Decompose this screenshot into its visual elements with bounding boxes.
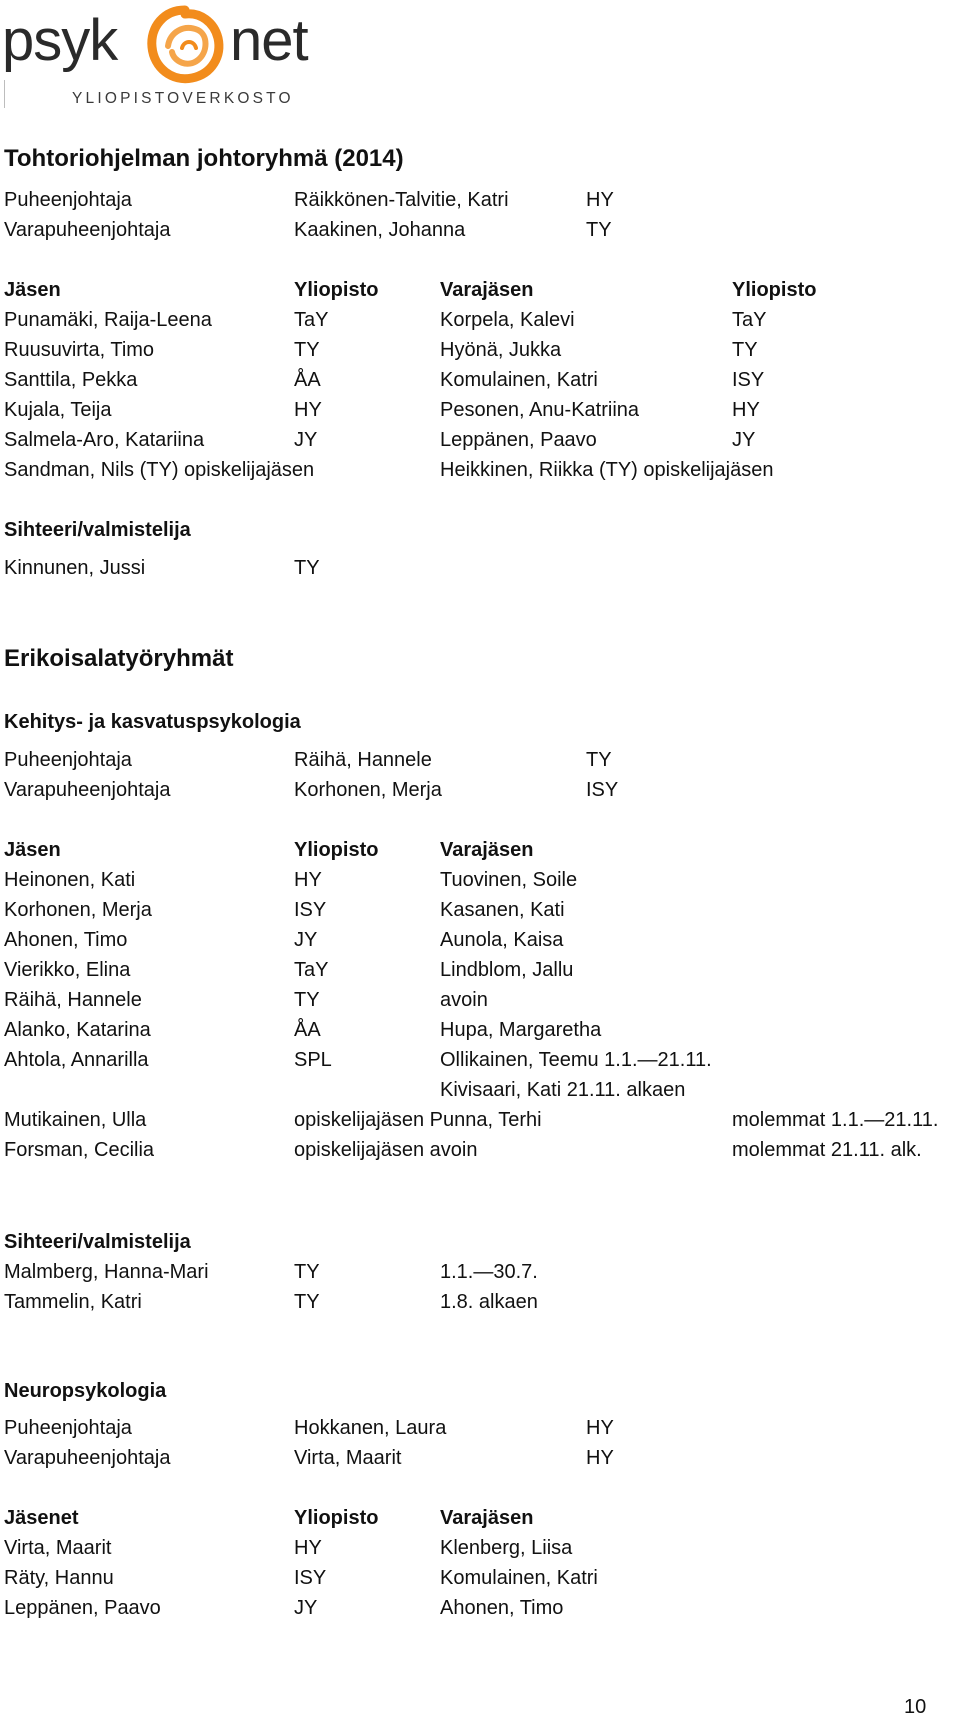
member-name: Forsman, Cecilia [4,1139,155,1161]
col-header-university: Yliopisto [294,1507,379,1529]
member-university: JY [294,429,318,451]
member-name: Salmela-Aro, Katariina [4,429,205,451]
member-name: Kujala, Teija [4,399,112,421]
vice-chair-name: Kaakinen, Johanna [294,219,466,241]
deputy-name: Kasanen, Kati [440,899,565,921]
member-name: Vierikko, Elina [4,959,131,981]
deputy-university: JY [732,429,756,451]
chair-name: Räihä, Hannele [294,749,432,771]
vice-chair-label: Varapuheenjohtaja [4,779,171,801]
member-name: Räihä, Hannele [4,989,142,1011]
deputy-name: Korpela, Kalevi [440,309,575,331]
deputy-university: TY [732,339,758,361]
vice-chair-university: TY [586,219,612,241]
section-title-doctoral-board: Tohtoriohjelman johtoryhmä (2014) [4,145,404,172]
secretary-university: TY [294,1291,320,1313]
subsection-title-neuropsychology: Neuropsykologia [4,1380,167,1402]
col-header-deputy: Varajäsen [440,279,534,301]
deputy-name: avoin [440,989,488,1011]
col-header-university: Yliopisto [294,839,379,861]
col-header-member: Jäsenet [4,1507,79,1529]
col-header-member: Jäsen [4,279,61,301]
deputy-name: Leppänen, Paavo [440,429,597,451]
member-name: Ahonen, Timo [4,929,128,951]
member-university: SPL [294,1049,332,1071]
deputy-name-continued: Kivisaari, Kati 21.11. alkaen [440,1079,686,1101]
member-university: JY [294,929,318,951]
secretary-name: Kinnunen, Jussi [4,557,146,579]
chair-university: HY [586,1417,614,1439]
member-university: HY [294,869,322,891]
member-university: TaY [294,959,329,981]
member-name: Mutikainen, Ulla [4,1109,147,1131]
page-number: 10 [904,1696,927,1718]
member-university: ÅA [294,1019,321,1041]
chair-university: HY [586,189,614,211]
member-university: TY [294,989,320,1011]
logo-text-psyk: psyk [2,8,118,73]
member-name: Alanko, Katarina [4,1019,151,1041]
chair-label: Puheenjohtaja [4,749,132,771]
deputy-university: ISY [732,369,765,391]
secretary-heading: Sihteeri/valmistelija [4,1231,191,1253]
student-deputy: Heikkinen, Riikka (TY) opiskelijajäsen [440,459,774,481]
col-header-member: Jäsen [4,839,61,861]
logo-swirl-icon [142,2,228,88]
note: molemmat 1.1.—21.11. [732,1109,939,1131]
col-header-deputy: Varajäsen [440,839,534,861]
col-header-deputy-university: Yliopisto [732,279,817,301]
secretary-name: Malmberg, Hanna-Mari [4,1261,209,1283]
secretary-period: 1.1.—30.7. [440,1261,538,1283]
member-name: Ruusuvirta, Timo [4,339,155,361]
deputy-name: Hyönä, Jukka [440,339,562,361]
secretary-heading: Sihteeri/valmistelija [4,519,191,541]
vice-chair-name: Virta, Maarit [294,1447,402,1469]
note: molemmat 21.11. alk. [732,1139,922,1161]
deputy-name: Ahonen, Timo [440,1597,564,1619]
deputy-name: Pesonen, Anu-Katriina [440,399,640,421]
member-name: Räty, Hannu [4,1567,114,1589]
logo-divider [4,80,5,108]
member-name: Punamäki, Raija-Leena [4,309,212,331]
deputy-name: Klenberg, Liisa [440,1537,573,1559]
member-university: HY [294,399,322,421]
chair-university: TY [586,749,612,771]
member-university: ISY [294,1567,327,1589]
secretary-university: TY [294,1261,320,1283]
member-university: TaY [294,309,329,331]
member-university: TY [294,339,320,361]
member-university: ISY [294,899,327,921]
vice-chair-label: Varapuheenjohtaja [4,219,171,241]
col-header-deputy: Varajäsen [440,1507,534,1529]
col-header-university: Yliopisto [294,279,379,301]
deputy-name: Komulainen, Katri [440,1567,598,1589]
student-deputy: opiskelijajäsen avoin [294,1139,478,1161]
deputy-name: Ollikainen, Teemu 1.1.—21.11. [440,1049,712,1071]
deputy-university: HY [732,399,760,421]
chair-name: Räikkönen-Talvitie, Katri [294,189,509,211]
student-member: Sandman, Nils (TY) opiskelijajäsen [4,459,315,481]
vice-chair-university: HY [586,1447,614,1469]
section-title-working-groups: Erikoisalatyöryhmät [4,645,234,672]
member-name: Leppänen, Paavo [4,1597,161,1619]
secretary-period: 1.8. alkaen [440,1291,538,1313]
chair-name: Hokkanen, Laura [294,1417,447,1439]
student-deputy: opiskelijajäsen Punna, Terhi [294,1109,542,1131]
logo-tagline: YLIOPISTOVERKOSTO [72,90,294,107]
vice-chair-name: Korhonen, Merja [294,779,442,801]
deputy-name: Komulainen, Katri [440,369,598,391]
member-name: Korhonen, Merja [4,899,152,921]
deputy-name: Hupa, Margaretha [440,1019,602,1041]
logo-text-net: net [230,8,308,73]
member-university: ÅA [294,369,321,391]
subsection-title-development-psychology: Kehitys- ja kasvatuspsykologia [4,711,301,733]
secretary-university: TY [294,557,320,579]
vice-chair-label: Varapuheenjohtaja [4,1447,171,1469]
deputy-name: Tuovinen, Soile [440,869,578,891]
member-name: Virta, Maarit [4,1537,112,1559]
member-university: JY [294,1597,318,1619]
secretary-name: Tammelin, Katri [4,1291,142,1313]
member-name: Heinonen, Kati [4,869,136,891]
chair-label: Puheenjohtaja [4,1417,132,1439]
deputy-university: TaY [732,309,767,331]
member-name: Santtila, Pekka [4,369,138,391]
member-name: Ahtola, Annarilla [4,1049,149,1071]
vice-chair-university: ISY [586,779,619,801]
deputy-name: Aunola, Kaisa [440,929,564,951]
deputy-name: Lindblom, Jallu [440,959,574,981]
chair-label: Puheenjohtaja [4,189,132,211]
member-university: HY [294,1537,322,1559]
